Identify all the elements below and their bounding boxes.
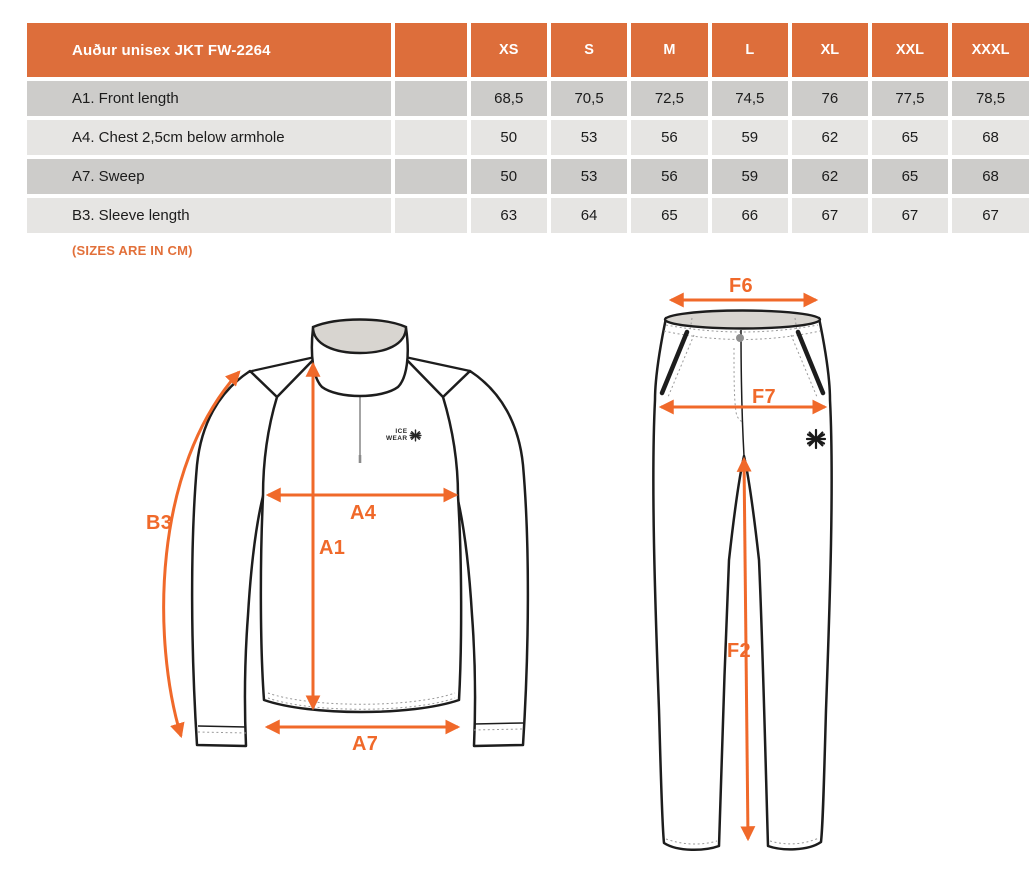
- cell-value: 65: [631, 198, 707, 233]
- logo-text-line1: ICE: [395, 428, 408, 435]
- cell-value: 64: [551, 198, 627, 233]
- size-header-xxl: XXL: [872, 23, 948, 77]
- dimension-label-f2: F2: [727, 640, 751, 662]
- dimension-label-a4: A4: [350, 502, 377, 524]
- logo-text-line2: WEAR: [386, 434, 408, 442]
- cell-value: 50: [471, 159, 547, 194]
- size-header-l: L: [712, 23, 788, 77]
- cell-value: 59: [712, 159, 788, 194]
- waist-button: [736, 334, 744, 342]
- cell-value: 67: [792, 198, 868, 233]
- cell-value: 53: [551, 120, 627, 155]
- dimension-label-f7: F7: [752, 386, 776, 408]
- jacket-drawing: [192, 320, 528, 747]
- cell-value: 59: [712, 120, 788, 155]
- cell-value: 67: [952, 198, 1029, 233]
- cell-value: 77,5: [872, 81, 948, 116]
- size-header-xs: XS: [471, 23, 547, 77]
- waist-opening: [665, 311, 820, 329]
- cell-value: 56: [631, 120, 707, 155]
- dimension-label-a7: A7: [352, 733, 379, 755]
- icewear-logo: [386, 429, 422, 442]
- row-label: A4. Chest 2,5cm below armhole: [27, 120, 391, 155]
- dimension-label-b3: B3: [146, 512, 173, 534]
- collar-opening: [313, 320, 406, 354]
- cell-value: 68: [952, 159, 1029, 194]
- cell-value: 53: [551, 159, 627, 194]
- cell-value: 63: [471, 198, 547, 233]
- cell-value: 65: [872, 120, 948, 155]
- cell-value: 67: [872, 198, 948, 233]
- cell-value: 78,5: [952, 81, 1029, 116]
- size-header-xxxl: XXXL: [952, 23, 1029, 77]
- cell-value: 62: [792, 120, 868, 155]
- cell-value: 76: [792, 81, 868, 116]
- dimension-label-f6: F6: [729, 275, 753, 297]
- dimension-label-a1: A1: [319, 537, 346, 559]
- cell-value: 74,5: [712, 81, 788, 116]
- cell-value: 56: [631, 159, 707, 194]
- row-label: A7. Sweep: [27, 159, 391, 194]
- cell-value: 65: [872, 159, 948, 194]
- cell-value: 72,5: [631, 81, 707, 116]
- pants-drawing: [653, 311, 831, 850]
- row-label: A1. Front length: [27, 81, 391, 116]
- sizes-unit-note: (SIZES ARE IN CM): [72, 243, 193, 258]
- cell-value: 62: [792, 159, 868, 194]
- cell-value: 50: [471, 120, 547, 155]
- cell-value: 70,5: [551, 81, 627, 116]
- snowflake-icon: [409, 429, 422, 442]
- cell-value: 68: [952, 120, 1029, 155]
- cell-value: 68,5: [471, 81, 547, 116]
- cell-value: 66: [712, 198, 788, 233]
- product-title: Auður unisex JKT FW-2264: [27, 23, 391, 77]
- row-label: B3. Sleeve length: [27, 198, 391, 233]
- size-header-s: S: [551, 23, 627, 77]
- snowflake-icon: [807, 430, 825, 448]
- size-header-m: M: [631, 23, 707, 77]
- size-header-xl: XL: [792, 23, 868, 77]
